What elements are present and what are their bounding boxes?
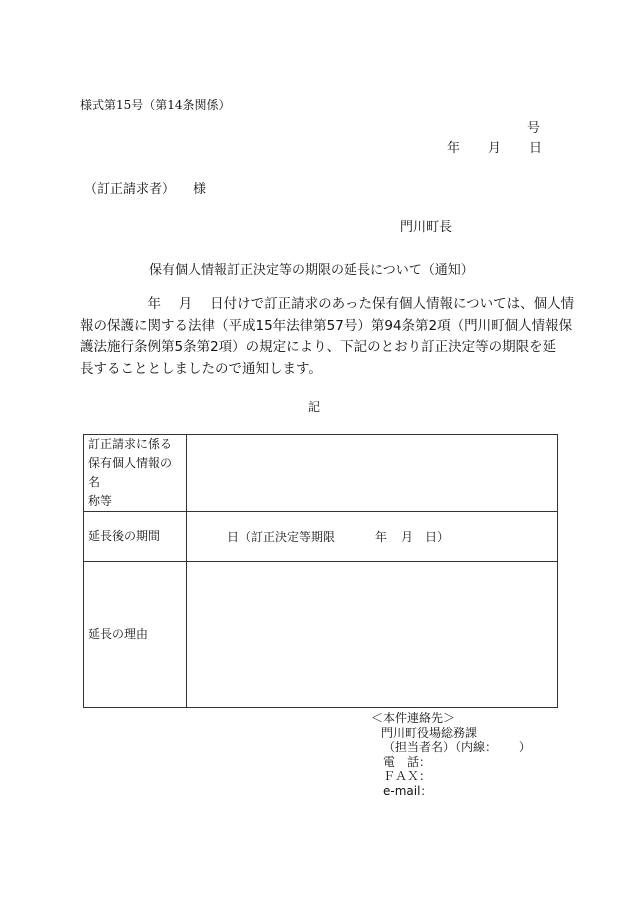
form-number: 様式第15号（第14条関係） [80, 98, 231, 112]
contact-block [371, 711, 531, 798]
period-day-close: 日） [425, 530, 450, 544]
issue-date [447, 137, 542, 156]
period-day: 日（訂正決定等期限 [227, 530, 336, 544]
sender: 門川町長 [400, 220, 453, 235]
period-year: 年 [375, 530, 388, 544]
body-paragraph [80, 294, 575, 380]
body-line: 年 月 日付けで訂正請求のあった保有個人情報については、個人情 [80, 296, 575, 312]
contact-phone: 電 話： [383, 754, 432, 769]
contact-office: 門川町役場総務課 [381, 725, 478, 740]
info-name-label [84, 435, 187, 512]
table-row [84, 435, 558, 512]
contact-fax: ＦＡＸ： [383, 769, 432, 783]
table-row [84, 562, 558, 708]
info-name-value [187, 435, 558, 512]
ki-heading: 記 [308, 400, 321, 414]
label-line: 称等 [88, 494, 113, 508]
contact-email: e-mail： [383, 783, 433, 798]
date-month: 月 [488, 141, 502, 156]
addressee [84, 178, 206, 197]
period-month: 月 [401, 530, 414, 544]
period-value [187, 512, 558, 562]
contact-heading: ＜本件連絡先＞ [371, 711, 456, 725]
table-row [84, 512, 558, 562]
label-line: 訂正請求に係る [88, 437, 173, 451]
addressee-honorific: 様 [193, 182, 207, 197]
label-line: 保有個人情報の名 [88, 456, 173, 489]
date-year: 年 [447, 141, 461, 156]
document-title: 保有個人情報訂正決定等の期限の延長について（通知） [149, 263, 474, 278]
contact-person: （担当者名）（内線： ） [383, 740, 531, 754]
body-line: 護法施行条例第5条第2項）の規定により、下記のとおり訂正決定等の期限を延 [80, 339, 557, 355]
period-label: 延長後の期間 [84, 512, 187, 562]
details-table [83, 434, 558, 708]
document-number-label: 号 [527, 121, 541, 136]
addressee-name: （訂正請求者） [84, 182, 176, 197]
date-day: 日 [529, 141, 543, 156]
reason-value [187, 562, 558, 708]
reason-label: 延長の理由 [84, 562, 187, 708]
body-line: 報の保護に関する法律（平成15年法律第57号）第94条第2項（門川町個人情報保 [80, 317, 573, 334]
body-line: 長することとしましたので通知します。 [80, 360, 322, 377]
